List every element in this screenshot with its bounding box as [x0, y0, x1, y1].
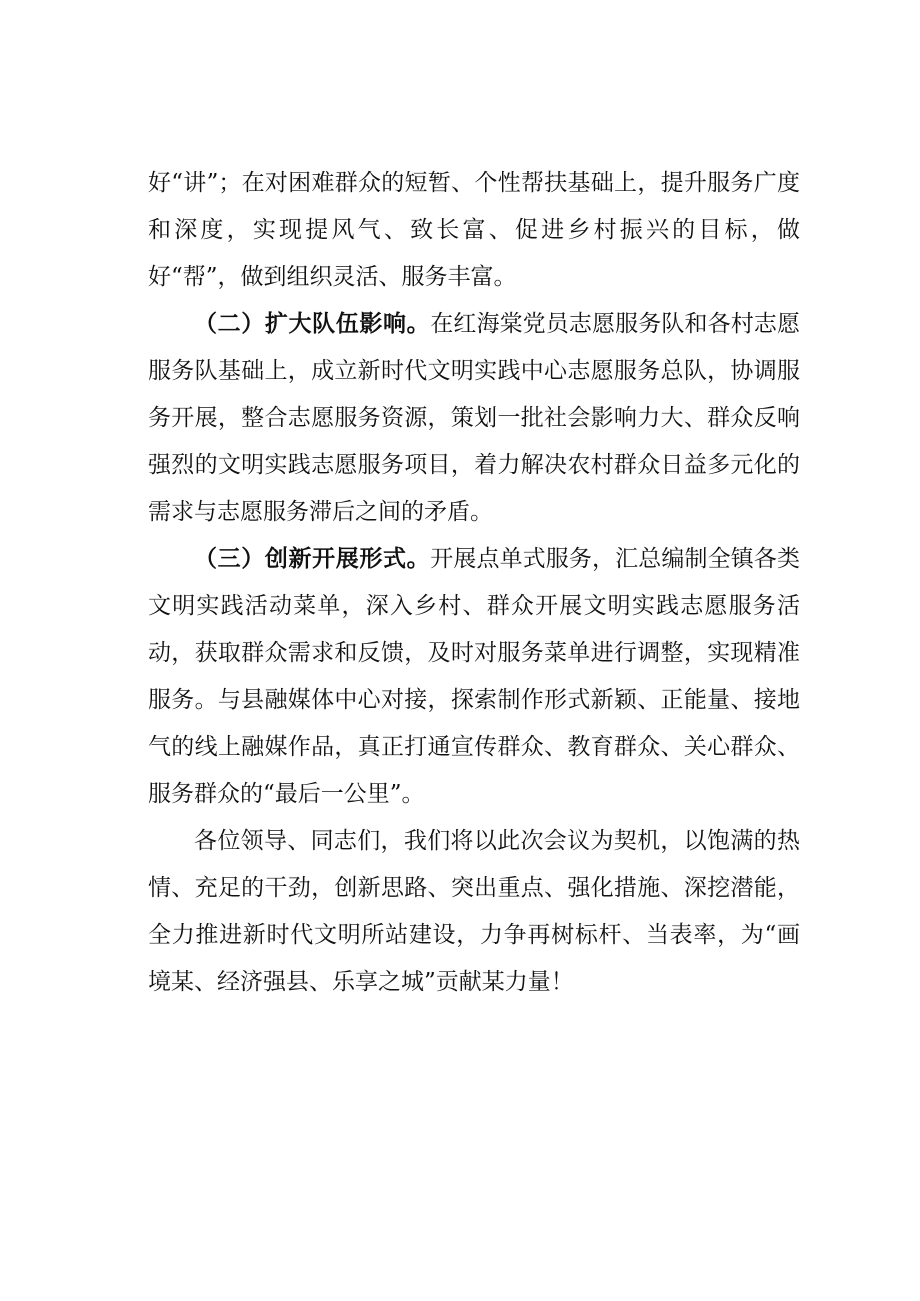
paragraph-expand-team-influence — [148, 301, 800, 536]
paragraph-continuation — [148, 160, 800, 301]
paragraph-text: 各位领导、同志们，我们将以此次会议为契机，以饱满的热情、充足的干劲，创新思路、突出重点、强化措施、深挖潜能，全力推进新时代文明所站建设，力争再树标杆、当表率，为“画境某、经济强县、乐享之城”贡献某力量！ — [148, 828, 800, 995]
paragraph-text: 好“讲”；在对困难群众的短暂、个性帮扶基础上，提升服务广度和深度，实现提风气、致长富、促进乡村振兴的目标，做好“帮”，做到组织灵活、服务丰富。 — [148, 170, 800, 290]
paragraph-text: 开展点单式服务，汇总编制全镇各类文明实践活动菜单，深入乡村、群众开展文明实践志愿服务活动，获取群众需求和反馈，及时对服务菜单进行调整，实现精准服务。与县融媒体中心对接，探索制作形式新颖、正能量、接地气的线上融媒作品，真正打通宣传群众、教育群众、关心群众、服务群众的“最后一公里”。 — [148, 546, 801, 807]
paragraph-closing — [148, 818, 800, 1006]
section-heading: （二）扩大队伍影响。 — [194, 311, 431, 337]
document-body — [148, 160, 800, 1006]
paragraph-innovate-forms — [148, 536, 800, 818]
section-heading: （三）创新开展形式。 — [194, 546, 431, 572]
paragraph-text: 在红海棠党员志愿服务队和各村志愿服务队基础上，成立新时代文明实践中心志愿服务总队，协调服务开展，整合志愿服务资源，策划一批社会影响力大、群众反响强烈的文明实践志愿服务项目，着力解决农村群众日益多元化的需求与志愿服务滞后之间的矛盾。 — [148, 311, 801, 525]
